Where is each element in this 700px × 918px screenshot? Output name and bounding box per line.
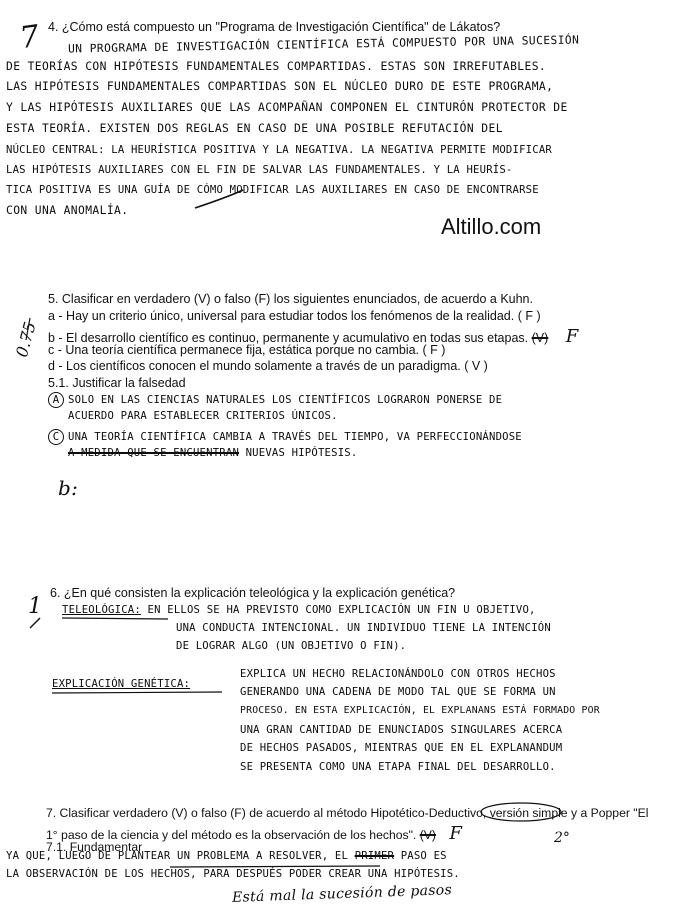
- q7-fundamentar: 7.1. Fundamentar: [46, 840, 143, 854]
- q5-item-a: [48, 309, 541, 323]
- q4-answer-line-9: CON UNA ANOMALÍA.: [6, 204, 129, 217]
- q7-answer-line-2: LA OBSERVACIÓN DE LOS HECHOS, PARA DESPUÉS PODER CREAR UNA HIPÓTESIS.: [6, 868, 460, 880]
- q6-gen-line-4: UNA GRAN CANTIDAD DE ENUNCIADOS SINGULARES ACERCA: [240, 724, 563, 736]
- q5-just-b: b:: [58, 476, 79, 500]
- q5-item-d: [48, 359, 488, 373]
- watermark: Altillo.com: [441, 214, 542, 239]
- q5-margin-mark: 0.75: [12, 319, 40, 360]
- q4-answer-line-2: DE TEORÍAS CON HIPÓTESIS FUNDAMENTALES COMPARTIDAS. ESTAS SON IRREFUTABLES.: [6, 60, 547, 73]
- q6-margin-stroke: [30, 618, 40, 628]
- q7-answer-line-1-a: YA QUE, LUEGO DE PLANTEAR UN PROBLEMA A RESOLVER, EL: [6, 850, 349, 862]
- q6-gen-underline: [52, 692, 222, 693]
- q6-tele-underline: [62, 618, 168, 619]
- q5-just-a-text-1: SOLO EN LAS CIENCIAS NATURALES LOS CIENTÍFICOS LOGRARON PONERSE DE: [68, 394, 503, 406]
- q5-item-c-text: c - Una teoría científica permanece fija, estática porque no cambia.: [48, 343, 420, 357]
- q6-gen-line-1: EXPLICA UN HECHO RELACIONÁNDOLO CON OTROS HECHOS: [240, 668, 556, 680]
- q5-justify-label: 5.1. Justificar la falsedad: [48, 376, 186, 390]
- q5-just-c-text-1: UNA TEORÍA CIENTÍFICA CAMBIA A TRAVÉS DEL TIEMPO, VA PERFECCIONÁNDOSE: [68, 431, 522, 443]
- q4-answer-line-6: NÚCLEO CENTRAL: LA HEURÍSTICA POSITIVA Y LA NEGATIVA. LA NEGATIVA PERMITE MODIFICAR: [6, 144, 552, 156]
- q5-just-c-rest: NUEVAS HIPÓTESIS.: [245, 447, 358, 459]
- q5-just-a-label: A: [48, 392, 64, 408]
- q5-just-c-line-1: [48, 429, 522, 445]
- q5-item-c: [48, 343, 445, 357]
- q7-question-text-2: 1° paso de la ciencia y del método es la observación de los hechos".: [46, 828, 417, 842]
- q7-teacher-note: Está mal la sucesión de pasos: [231, 882, 453, 906]
- q5-just-c-label: C: [48, 429, 64, 445]
- q6-tele-text-1: EN ELLOS SE HA PREVISTO COMO EXPLICACIÓN UN FIN U OBJETIVO,: [147, 604, 536, 616]
- q4-answer-line-4: Y LAS HIPÓTESIS AUXILIARES QUE LAS ACOMPAÑAN COMPONEN EL CINTURÓN PROTECTOR DE: [6, 101, 568, 114]
- q7-correction: F: [449, 823, 462, 844]
- q6-gen-line-6: SE PRESENTA COMO UNA ETAPA FINAL DEL DESARROLLO.: [240, 761, 556, 773]
- q6-question: 6. ¿En qué consisten la explicación teleológica y la explicación genética?: [50, 586, 456, 600]
- q6-tele-line-3: DE LOGRAR ALGO (UN OBJETIVO O FIN).: [176, 640, 407, 652]
- q5-just-a-line-1: [48, 392, 502, 408]
- q7-answer-line-1-b: PASO ES: [400, 850, 447, 862]
- q5-just-c-struck: A MEDIDA QUE SE ENCUENTRAN: [68, 447, 240, 459]
- q5-just-a-line-2: ACUERDO PARA ESTABLECER CRITERIOS ÚNICOS.: [68, 410, 338, 422]
- q4-margin-mark: 7: [17, 18, 42, 57]
- q7-answer: (V): [419, 828, 436, 842]
- q6-margin-mark: 1: [28, 594, 42, 619]
- q4-answer-line-1: UN PROGRAMA DE INVESTIGACIÓN CIENTÍFICA ESTÁ COMPUESTO POR UNA SUCESIÓN: [67, 33, 580, 56]
- q5-question: 5. Clasificar en verdadero (V) o falso (F) los siguientes enunciados, de acuerdo a Kuhn.: [48, 292, 533, 306]
- q5-item-b-text: b - El desarrollo científico es continuo, permanente y acumulativo en todas sus etapas.: [48, 331, 529, 345]
- q6-gen-line-3: PROCESO. EN ESTA EXPLICACIÓN, EL EXPLANANS ESTÁ FORMADO POR: [240, 705, 600, 716]
- q4-answer-line-8: TICA POSITIVA ES UNA GUÍA DE CÓMO MODIFICAR LAS AUXILIARES EN CASO DE ENCONTRARSE: [6, 184, 539, 196]
- q5-item-a-text: a - Hay un criterio único, universal para estudiar todos los fenómenos de la realidad.: [48, 309, 515, 323]
- q4-answer-line-5: ESTA TEORÍA. EXISTEN DOS REGLAS EN CASO DE UNA POSIBLE REFUTACIÓN DEL: [6, 122, 503, 135]
- q6-tele-line-2: UNA CONDUCTA INTENCIONAL. UN INDIVIDUO TIENE LA INTENCIÓN: [176, 622, 551, 634]
- q5-item-c-answer: ( F ): [422, 343, 446, 357]
- q7-note-2: 2°: [554, 830, 570, 846]
- q7-answer-struck: PRIMER: [354, 850, 395, 862]
- q4-answer-line-3: LAS HIPÓTESIS FUNDAMENTALES COMPARTIDAS SON EL NÚCLEO DURO DE ESTE PROGRAMA,: [6, 80, 554, 93]
- q7-question-line-1: 7. Clasificar verdadero (V) o falso (F) de acuerdo al método Hipotético-Deductivo, versión simple y a Popper "El: [46, 806, 649, 820]
- q4-question: 4. ¿Cómo está compuesto un "Programa de Investigación Científica" de Lákatos?: [48, 20, 501, 34]
- q5-item-d-answer: ( V ): [464, 359, 488, 373]
- q4-answer-line-7: LAS HIPÓTESIS AUXILIARES CON EL FIN DE SALVAR LAS FUNDAMENTALES. Y LA HEURÍS-: [6, 164, 513, 176]
- q6-gen-line-5: DE HECHOS PASADOS, MIENTRAS QUE EN EL EXPLANANDUM: [240, 742, 563, 754]
- q6-gen-label: EXPLICACIÓN GENÉTICA:: [52, 678, 191, 690]
- q5-just-c-line-2: [68, 447, 357, 459]
- q5-item-b-answer: (V): [531, 331, 549, 345]
- q6-gen-line-2: GENERANDO UNA CADENA DE MODO TAL QUE SE FORMA UN: [240, 686, 556, 698]
- q7-answer-line-1: [6, 850, 447, 862]
- q5-item-b-correction: F: [565, 326, 579, 347]
- q5-item-a-answer: ( F ): [517, 309, 541, 323]
- q6-tele-label: TELEOLÓGICA:: [62, 604, 141, 616]
- q7-underline: [170, 866, 380, 867]
- q6-tele-line-1: [62, 604, 536, 616]
- q5-item-d-text: d - Los científicos conocen el mundo solamente a través de un paradigma.: [48, 359, 461, 373]
